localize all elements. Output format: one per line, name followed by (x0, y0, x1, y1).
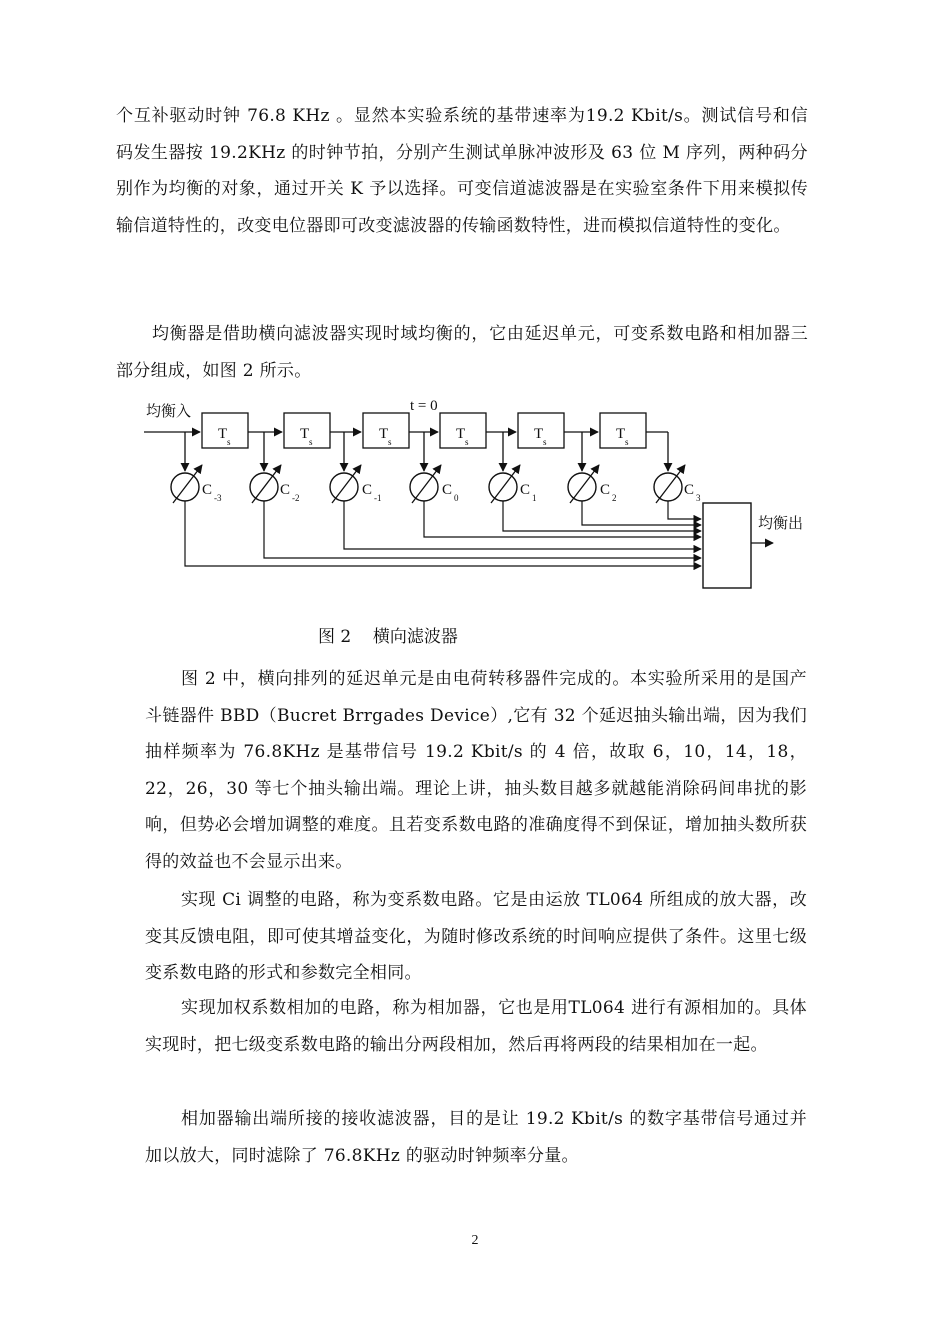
delay-unit (363, 413, 409, 448)
paragraph-3: 图 2 中，横向排列的延迟单元是由电荷转移器件完成的。本实验所采用的是国产斗链器件 BBD（Bucret Brrgades Device）,它有 32 个延迟抽头输出端，因为我们抽样频率为 76.8KHz 是基带信号 19.2 Kbit/s 的 4 倍，故取 6，10，14，18，22，26，30 等七个抽头输出端。理论上讲，抽头数目越多就越能消除码间串扰的影响，但势必会增加调整的难度。且若变系数电路的准确度得不到保证，增加抽头数所获得的效益也不会显示出来。 (145, 669, 807, 872)
svg-text:s: s (309, 437, 313, 447)
time-zero-label: t = 0 (410, 398, 438, 414)
svg-text:3: 3 (696, 493, 701, 503)
svg-text:C: C (600, 482, 611, 498)
svg-text:s: s (625, 437, 629, 447)
svg-text:T: T (534, 426, 544, 442)
coefficient-weight (489, 465, 537, 503)
coefficient-weight (654, 465, 701, 503)
svg-text:1: 1 (532, 493, 537, 503)
svg-text:T: T (300, 426, 310, 442)
delay-unit (440, 413, 486, 448)
coefficient-weight (568, 465, 617, 503)
coefficient-weight (171, 465, 222, 503)
paragraph-6: 相加器输出端所接的接收滤波器，目的是让 19.2 Kbit/s 的数字基带信号通过并加以放大，同时滤除了 76.8KHz 的驱动时钟频率分量。 (145, 1109, 807, 1166)
paragraph-4: 实现 Ci 调整的电路，称为变系数电路。它是由运放 TL064 所组成的放大器，改变其反馈电阻，即可使其增益变化，为随时修改系统的时间响应提供了条件。这里七级变系数电路的形式和参数完全相同。 (145, 890, 807, 983)
paragraph-5: 实现加权系数相加的电路，称为相加器，它也是用TL064 进行有源相加的。具体实现时，把七级变系数电路的输出分两段相加，然后再将两段的结果相加在一起。 (145, 998, 807, 1055)
transversal-filter-diagram (130, 388, 820, 613)
svg-text:T: T (456, 426, 466, 442)
paragraph-1: 个互补驱动时钟 76.8 KHz 。显然本实验系统的基带速率为19.2 Kbit/s。测试信号和信码发生器按 19.2KHz 的时钟节拍，分别产生测试单脉冲波形及 63 位 M 序列，两种码分别作为均衡的对象，通过开关 K 予以选择。可变信道滤波器是在实验室条件下用来模拟传输信道特性的，改变电位器即可改变滤波器的传输函数特性，进而模拟信道特性的变化。 (116, 106, 808, 236)
paragraph-2: 均衡器是借助横向滤波器实现时域均衡的，它由延迟单元，可变系数电路和相加器三部分组成，如图 2 所示。 (116, 324, 808, 381)
tap-lines (185, 432, 668, 471)
svg-text:s: s (388, 437, 392, 447)
svg-text:T: T (616, 426, 626, 442)
svg-text:C: C (442, 482, 453, 498)
svg-text:s: s (227, 437, 231, 447)
svg-text:2: 2 (612, 493, 617, 503)
svg-text:0: 0 (454, 493, 459, 503)
coefficient-weight (330, 465, 382, 503)
svg-text:C: C (684, 482, 695, 498)
svg-text:T: T (218, 426, 228, 442)
delay-unit (284, 413, 330, 448)
figure-caption: 图 2 横向滤波器 (318, 627, 458, 647)
svg-text:C: C (520, 482, 531, 498)
delay-unit (202, 413, 248, 448)
delay-unit (518, 413, 564, 448)
input-label: 均衡入 (146, 402, 192, 420)
svg-text:s: s (543, 437, 547, 447)
coefficient-weight (250, 465, 300, 503)
summer-input-lines (185, 501, 701, 566)
coefficient-weight (410, 465, 459, 503)
svg-text:C: C (362, 482, 373, 498)
svg-text:-2: -2 (292, 493, 300, 503)
page-number: 2 (471, 1233, 479, 1248)
summation-block (703, 503, 751, 588)
delay-unit (600, 413, 646, 448)
svg-text:C: C (202, 482, 213, 498)
svg-text:s: s (465, 437, 469, 447)
output-label: 均衡出 (758, 514, 804, 532)
svg-text:C: C (280, 482, 291, 498)
svg-text:T: T (379, 426, 389, 442)
svg-text:-1: -1 (374, 493, 382, 503)
svg-text:-3: -3 (214, 493, 222, 503)
